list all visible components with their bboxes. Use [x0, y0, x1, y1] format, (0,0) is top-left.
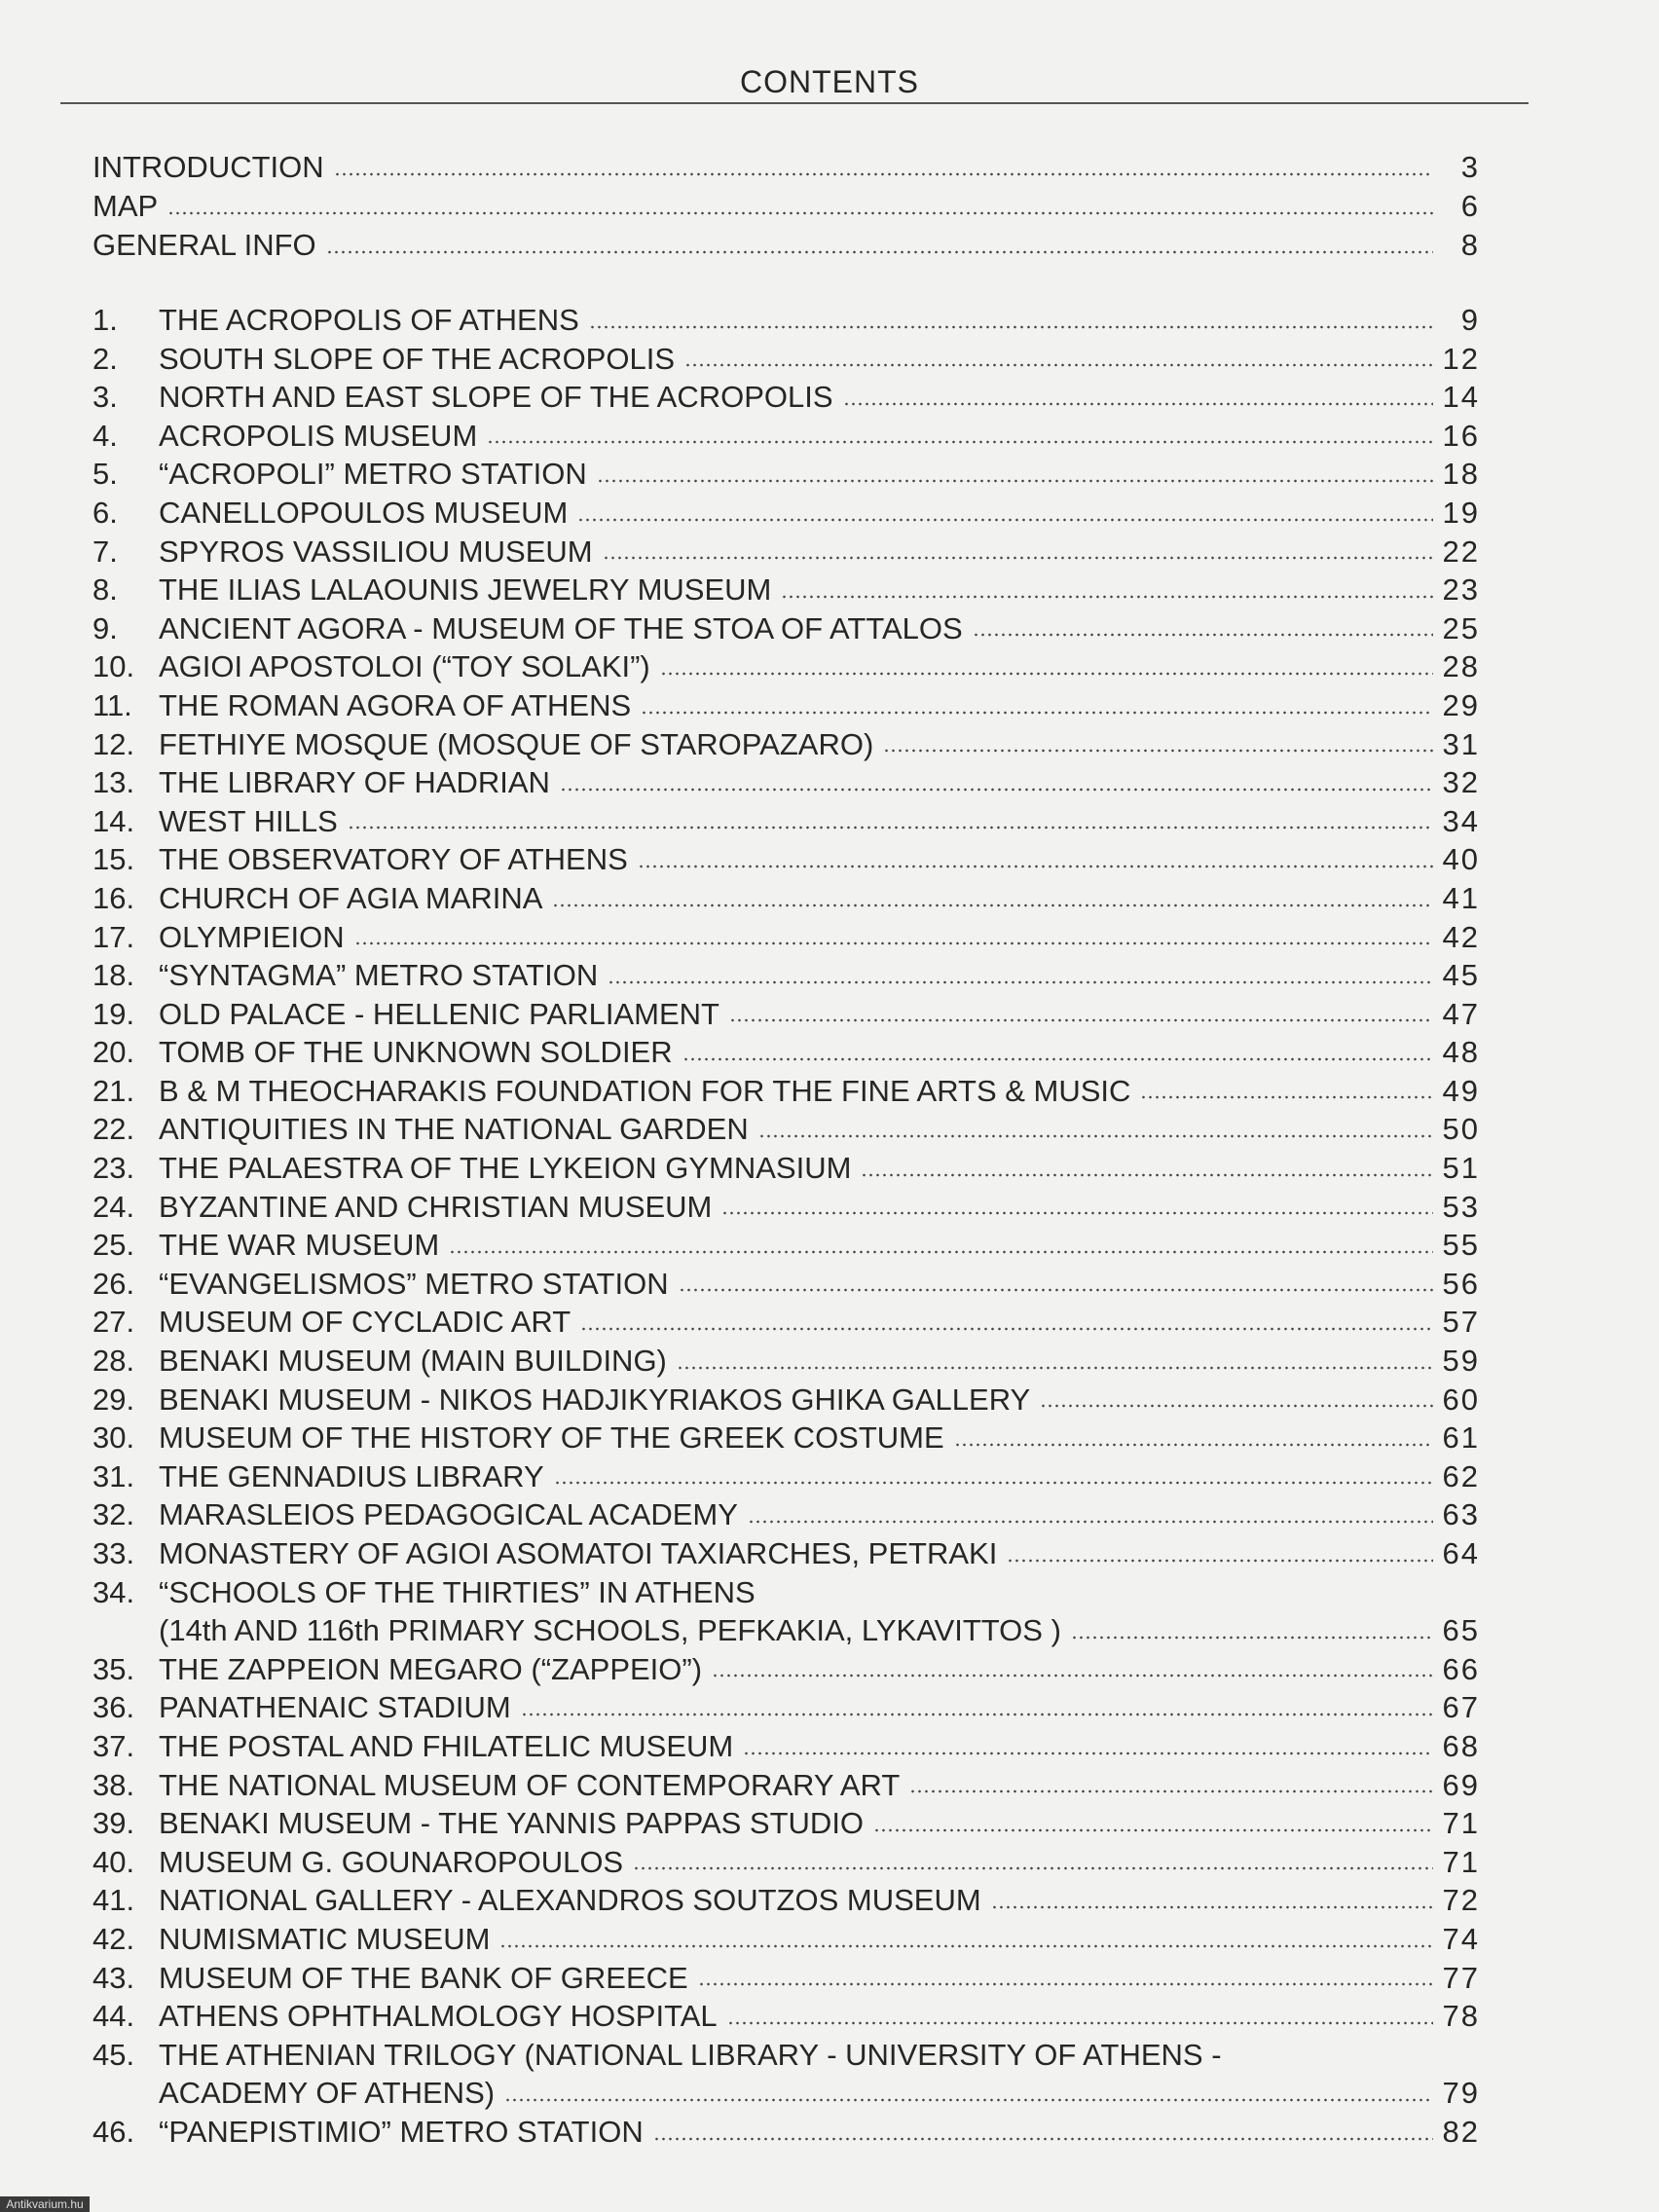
dot-leader [560, 788, 1433, 792]
toc-row [92, 1033, 1480, 1072]
entry-title: GENERAL INFO [92, 228, 316, 262]
dot-leader [698, 1982, 1433, 1986]
entry-number: 37. [92, 1728, 135, 1763]
entry-number: 31. [92, 1458, 135, 1493]
dot-leader [487, 440, 1433, 444]
toc-row [92, 1381, 1480, 1419]
watermark: Antikvarium.hu [0, 2196, 90, 2212]
toc-row [92, 918, 1480, 957]
page-number: 66 [1442, 1651, 1480, 1686]
page-number: 40 [1442, 842, 1480, 877]
entry-title: CANELLOPOULOS MUSEUM [159, 495, 569, 530]
page-number: 67 [1442, 1690, 1480, 1725]
entry-title: MAP [92, 189, 159, 223]
dot-leader [743, 1751, 1433, 1755]
dot-leader [873, 1828, 1433, 1832]
dot-leader [326, 250, 1433, 254]
page-number: 62 [1442, 1458, 1480, 1493]
entry-title: THE GENNADIUS LIBRARY [159, 1458, 544, 1493]
dot-leader [729, 1018, 1433, 1022]
entry-number: 10. [92, 649, 135, 684]
entry-number: 7. [92, 534, 118, 569]
toc-row [92, 1457, 1480, 1496]
entry-number: 40. [92, 1844, 135, 1879]
entry-number: 9. [92, 610, 118, 645]
dot-leader [653, 2137, 1433, 2141]
toc-row [92, 1072, 1480, 1111]
entry-number: 24. [92, 1189, 135, 1224]
entry-title: ANTIQUITIES IN THE NATIONAL GARDEN [159, 1112, 749, 1147]
toc-row [92, 1110, 1480, 1149]
dot-leader [449, 1250, 1433, 1254]
entry-title: “PANEPISTIMIO” METRO STATION [159, 2114, 644, 2149]
entry-title: THE ZAPPEION MEGARO (“ZAPPEIO”) [159, 1651, 703, 1686]
entry-number: 36. [92, 1690, 135, 1725]
toc-row [92, 725, 1480, 764]
dot-leader [348, 826, 1433, 830]
toc-row [92, 187, 1480, 226]
entry-number: 6. [92, 495, 118, 530]
dot-leader [577, 518, 1433, 522]
entry-title: OLD PALACE - HELLENIC PARLIAMENT [159, 996, 719, 1031]
toc-row [92, 301, 1480, 340]
page-number: 29 [1442, 687, 1480, 722]
dot-leader [991, 1905, 1433, 1909]
dot-leader [167, 211, 1433, 215]
dot-leader [1071, 1636, 1433, 1640]
page-number: 47 [1442, 996, 1480, 1031]
dot-leader [684, 363, 1433, 367]
entry-title: INTRODUCTION [92, 150, 324, 184]
toc-row [92, 148, 1480, 187]
entry-title: WEST HILLS [159, 803, 338, 838]
toc-row [92, 1881, 1480, 1920]
toc-row [92, 686, 1480, 725]
page-number: 28 [1442, 649, 1480, 684]
dot-leader [973, 633, 1433, 637]
entry-title: PANATHENAIC STADIUM [159, 1690, 511, 1725]
entry-title: NORTH AND EAST SLOPE OF THE ACROPOLIS [159, 380, 833, 415]
entry-number: 26. [92, 1266, 135, 1301]
entry-title: ACROPOLIS MUSEUM [159, 418, 478, 453]
entry-title: BENAKI MUSEUM - THE YANNIS PAPPAS STUDIO [159, 1806, 865, 1841]
dot-leader [781, 595, 1433, 599]
page-number: 71 [1442, 1844, 1480, 1879]
dot-leader [909, 1789, 1433, 1793]
entry-number: 39. [92, 1806, 135, 1841]
toc-row [92, 1149, 1480, 1188]
entry-title: “EVANGELISMOS” METRO STATION [159, 1266, 669, 1301]
page-number: 14 [1442, 380, 1480, 415]
entry-title: THE ATHENIAN TRILOGY (NATIONAL LIBRARY - UNIVERSITY OF ATHENS - [159, 2037, 1222, 2072]
toc-row [92, 956, 1480, 995]
entry-title: MUSEUM OF CYCLADIC ART [159, 1305, 571, 1340]
entry-number: 42. [92, 1921, 135, 1956]
toc-row [92, 1342, 1480, 1381]
entry-title: FETHIYE MOSQUE (MOSQUE OF STAROPAZARO) [159, 726, 874, 761]
entry-title: NUMISMATIC MUSEUM [159, 1921, 491, 1956]
dot-leader [499, 1944, 1433, 1948]
page-number: 49 [1442, 1073, 1480, 1108]
dot-leader [712, 1674, 1433, 1677]
dot-leader [608, 980, 1433, 984]
toc-row [92, 879, 1480, 918]
entry-title: MONASTERY OF AGIOI ASOMATOI TAXIARCHES, PETRAKI [159, 1536, 998, 1570]
page-number: 69 [1442, 1767, 1480, 1802]
dot-leader [883, 749, 1433, 753]
toc-row [92, 1959, 1480, 1998]
toc-row [92, 995, 1480, 1034]
entry-number: 19. [92, 996, 135, 1031]
page-number: 23 [1442, 572, 1480, 608]
section-gap [92, 265, 1480, 301]
page-number: 77 [1442, 1960, 1480, 1995]
toc-row [92, 1727, 1480, 1766]
page-number: 50 [1442, 1112, 1480, 1147]
entry-title: MUSEUM OF THE BANK OF GREECE [159, 1960, 688, 1995]
toc-row [92, 226, 1480, 265]
entry-number: 16. [92, 880, 135, 915]
dot-leader [552, 903, 1433, 907]
entry-number: 41. [92, 1883, 135, 1918]
entry-title: THE ILIAS LALAOUNIS JEWELRY MUSEUM [159, 572, 772, 608]
dot-leader [633, 1866, 1433, 1870]
entry-title: CHURCH OF AGIA MARINA [159, 880, 543, 915]
page-number: 19 [1442, 495, 1480, 530]
page-number: 63 [1442, 1497, 1480, 1532]
entry-number: 27. [92, 1305, 135, 1340]
dot-leader [679, 1288, 1433, 1292]
page-number: 6 [1460, 189, 1480, 223]
dot-leader [589, 325, 1433, 329]
toc-row [92, 802, 1480, 841]
dot-leader [641, 711, 1433, 715]
entry-number: 20. [92, 1035, 135, 1070]
toc-row [92, 1495, 1480, 1534]
entry-number: 34. [92, 1574, 135, 1609]
dot-leader [660, 672, 1433, 676]
entry-number: 18. [92, 958, 135, 993]
dot-leader [954, 1443, 1433, 1447]
entry-title: NATIONAL GALLERY - ALEXANDROS SOUTZOS MUSEUM [159, 1883, 981, 1918]
entry-title: ATHENS OPHTHALMOLOGY HOSPITAL [159, 1999, 718, 2034]
toc-row [92, 840, 1480, 879]
entry-number: 3. [92, 380, 118, 415]
toc-row [92, 2113, 1480, 2152]
page-number: 34 [1442, 803, 1480, 838]
entry-title: ANCIENT AGORA - MUSEUM OF THE STOA OF ATTALOS [159, 610, 963, 645]
dot-leader [603, 556, 1433, 560]
entry-title: SPYROS VASSILIOU MUSEUM [159, 534, 593, 569]
page-number: 59 [1442, 1344, 1480, 1379]
entry-number: 11. [92, 687, 132, 722]
page-number: 45 [1442, 958, 1480, 993]
page-number: 9 [1460, 303, 1480, 337]
entry-number: 23. [92, 1151, 135, 1186]
page-number: 61 [1442, 1420, 1480, 1456]
toc-row [92, 1920, 1480, 1959]
dot-leader [638, 865, 1433, 868]
dot-leader [861, 1173, 1433, 1177]
page-number: 31 [1442, 726, 1480, 761]
entry-title: THE NATIONAL MUSEUM OF CONTEMPORARY ART [159, 1767, 901, 1802]
page-number: 41 [1442, 880, 1480, 915]
entry-title: BENAKI MUSEUM (MAIN BUILDING) [159, 1344, 667, 1379]
toc-row [92, 340, 1480, 379]
toc-row [92, 1188, 1480, 1227]
dot-leader [677, 1366, 1433, 1370]
page-number: 82 [1442, 2114, 1480, 2149]
toc-row [92, 455, 1480, 494]
toc-row [92, 1226, 1480, 1265]
toc-row [92, 1534, 1480, 1573]
page-number: 42 [1442, 919, 1480, 954]
entry-title-continuation: ACADEMY OF ATHENS) [159, 2076, 496, 2111]
page-number: 48 [1442, 1035, 1480, 1070]
page-number: 12 [1442, 341, 1480, 376]
toc-row [92, 417, 1480, 456]
toc-row [92, 1303, 1480, 1342]
entry-number: 25. [92, 1228, 135, 1263]
entry-title: AGIOI APOSTOLOI (“TOY SOLAKI”) [159, 649, 650, 684]
page-number: 79 [1442, 2076, 1480, 2111]
dot-leader [354, 941, 1433, 945]
entry-title: THE ACROPOLIS OF ATHENS [159, 303, 579, 337]
table-of-contents [92, 148, 1480, 2152]
dot-leader [721, 1211, 1433, 1215]
page-number: 16 [1442, 418, 1480, 453]
entry-number: 30. [92, 1420, 135, 1456]
dot-leader [504, 2098, 1433, 2102]
entry-title: MUSEUM G. GOUNAROPOULOS [159, 1844, 624, 1879]
page-number: 74 [1442, 1921, 1480, 1956]
entry-number: 13. [92, 765, 135, 800]
toc-row [92, 1766, 1480, 1805]
entry-title: MUSEUM OF THE HISTORY OF THE GREEK COSTUME [159, 1420, 944, 1456]
dot-leader [758, 1134, 1433, 1138]
dot-leader [682, 1057, 1433, 1061]
page-number: 32 [1442, 765, 1480, 800]
page-number: 65 [1442, 1613, 1480, 1648]
toc-row [92, 1688, 1480, 1727]
entry-number: 5. [92, 457, 118, 492]
entry-title: OLYMPIEION [159, 919, 345, 954]
page-title: CONTENTS [740, 64, 919, 99]
entry-number: 38. [92, 1767, 135, 1802]
entry-number: 45. [92, 2037, 135, 2072]
entry-title: THE OBSERVATORY OF ATHENS [159, 842, 628, 877]
entry-number: 35. [92, 1651, 135, 1686]
toc-row [92, 609, 1480, 648]
toc-row [92, 763, 1480, 802]
page-number: 78 [1442, 1999, 1480, 2034]
toc-row [92, 1804, 1480, 1843]
entry-title: THE WAR MUSEUM [159, 1228, 440, 1263]
page-number: 51 [1442, 1151, 1480, 1186]
entry-title: BYZANTINE AND CHRISTIAN MUSEUM [159, 1189, 713, 1224]
toc-row-continuation [92, 2074, 1480, 2113]
page-number: 64 [1442, 1536, 1480, 1570]
entry-title: THE ROMAN AGORA OF ATHENS [159, 687, 632, 722]
dot-leader [1140, 1095, 1433, 1099]
entry-number: 4. [92, 418, 118, 453]
toc-row [92, 2036, 1480, 2075]
entry-title: TOMB OF THE UNKNOWN SOLDIER [159, 1035, 673, 1070]
dot-leader [1040, 1404, 1433, 1408]
entry-number: 43. [92, 1960, 135, 1995]
entry-number: 2. [92, 341, 118, 376]
dot-leader [748, 1520, 1433, 1524]
page-number: 53 [1442, 1189, 1480, 1224]
toc-row [92, 378, 1480, 417]
dot-leader [580, 1327, 1433, 1331]
toc-row [92, 533, 1480, 571]
entry-title: BENAKI MUSEUM - NIKOS HADJIKYRIAKOS GHIKA GALLERY [159, 1382, 1031, 1417]
front-matter-list [92, 148, 1480, 265]
page-number: 68 [1442, 1728, 1480, 1763]
entry-title: THE POSTAL AND FHILATELIC MUSEUM [159, 1728, 734, 1763]
entry-number: 29. [92, 1382, 135, 1417]
entry-number: 44. [92, 1999, 135, 2034]
entry-number: 1. [92, 303, 118, 337]
toc-row [92, 1265, 1480, 1304]
dot-leader [521, 1713, 1433, 1716]
entry-number: 33. [92, 1536, 135, 1570]
page-number: 56 [1442, 1266, 1480, 1301]
dot-leader [843, 402, 1433, 406]
entry-number: 46. [92, 2114, 135, 2149]
toc-row [92, 1843, 1480, 1882]
entry-number: 22. [92, 1112, 135, 1147]
toc-row [92, 1997, 1480, 2036]
entry-title: THE PALAESTRA OF THE LYKEION GYMNASIUM [159, 1151, 852, 1186]
entry-number: 21. [92, 1073, 135, 1108]
entry-title: “ACROPOLI” METRO STATION [159, 457, 587, 492]
entry-title-continuation: (14th AND 116th PRIMARY SCHOOLS, PEFKAKIA, LYKAVITTOS ) [159, 1613, 1061, 1648]
toc-row [92, 1650, 1480, 1689]
dot-leader [727, 2021, 1433, 2025]
entry-number: 14. [92, 803, 135, 838]
toc-row [92, 494, 1480, 533]
entry-title: “SYNTAGMA” METRO STATION [159, 958, 599, 993]
dot-leader [1007, 1559, 1433, 1563]
toc-row [92, 647, 1480, 686]
entry-number: 28. [92, 1344, 135, 1379]
page-number: 55 [1442, 1228, 1480, 1263]
page-number: 3 [1460, 150, 1480, 184]
entry-number: 32. [92, 1497, 135, 1532]
page-number: 18 [1442, 457, 1480, 492]
toc-row [92, 1573, 1480, 1612]
toc-row-continuation [92, 1611, 1480, 1650]
entry-title: B & M THEOCHARAKIS FOUNDATION FOR THE FINE ARTS & MUSIC [159, 1073, 1131, 1108]
page-number: 8 [1460, 228, 1480, 262]
entry-number: 12. [92, 726, 135, 761]
entry-number: 8. [92, 572, 118, 608]
entry-title: “SCHOOLS OF THE THIRTIES” IN ATHENS [159, 1574, 756, 1609]
dot-leader [554, 1481, 1433, 1485]
dot-leader [334, 172, 1433, 176]
chapter-list [92, 301, 1480, 2152]
entry-title: MARASLEIOS PEDAGOGICAL ACADEMY [159, 1497, 738, 1532]
toc-row [92, 571, 1480, 609]
page-number: 71 [1442, 1806, 1480, 1841]
page-number: 72 [1442, 1883, 1480, 1918]
page-number: 22 [1442, 534, 1480, 569]
entry-title: THE LIBRARY OF HADRIAN [159, 765, 550, 800]
toc-row [92, 1419, 1480, 1457]
dot-leader [597, 479, 1433, 483]
entry-number: 17. [92, 919, 135, 954]
header-rule [60, 102, 1529, 104]
entry-title: SOUTH SLOPE OF THE ACROPOLIS [159, 341, 675, 376]
entry-number: 15. [92, 842, 135, 877]
page-number: 25 [1442, 610, 1480, 645]
page-number: 60 [1442, 1382, 1480, 1417]
page-number: 57 [1442, 1305, 1480, 1340]
